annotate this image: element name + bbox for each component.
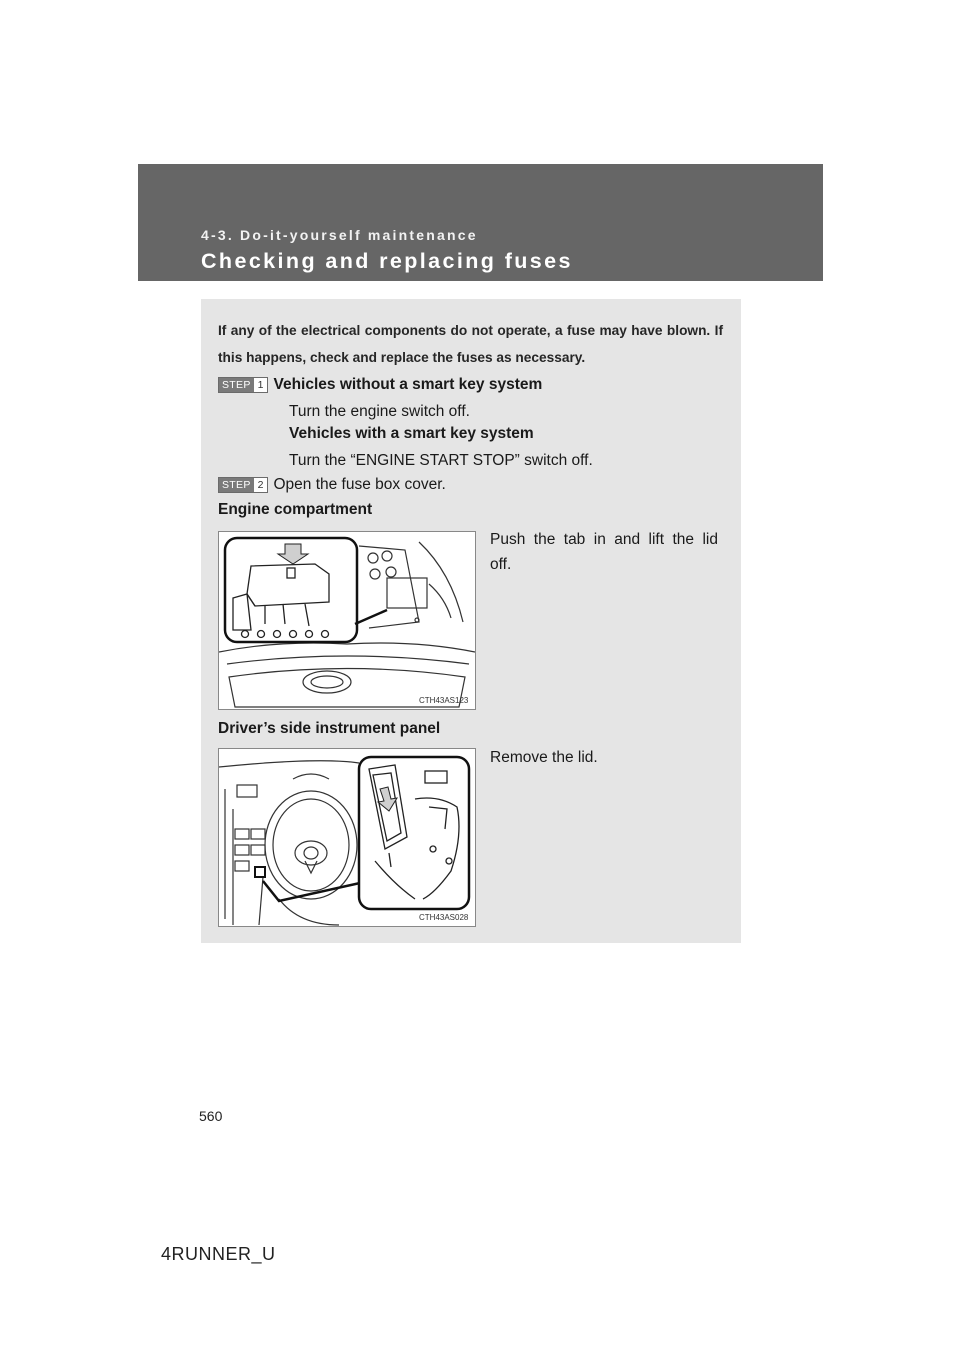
step-word: STEP bbox=[219, 478, 254, 492]
intro-text: If any of the electrical components do not operate, a fuse may have blown. If this happens, check and replace the fuses as necessary. bbox=[218, 323, 723, 365]
engine-drawing bbox=[219, 532, 475, 709]
step-1-text-a: Turn the engine switch off. bbox=[289, 403, 470, 420]
engine-instruction-line-1: Push the tab in and lift the lid bbox=[490, 531, 718, 548]
step-1-row bbox=[218, 376, 542, 394]
page-number: 560 bbox=[199, 1108, 223, 1124]
page-title: Checking and replacing fuses bbox=[201, 249, 573, 273]
driver-instruction: Remove the lid. bbox=[490, 749, 598, 766]
engine-figure-code: CTH43AS123 bbox=[419, 696, 469, 705]
section-label: 4-3. Do-it-yourself maintenance bbox=[201, 227, 478, 243]
step-2-text: Open the fuse box cover. bbox=[273, 476, 446, 493]
engine-compartment-illustration bbox=[218, 531, 476, 710]
step-number: 2 bbox=[257, 479, 264, 491]
footer-code: 4RUNNER_U bbox=[161, 1244, 276, 1264]
step-1-heading-a: Vehicles without a smart key system bbox=[273, 376, 543, 393]
driver-panel-heading: Driver’s side instrument panel bbox=[218, 720, 441, 737]
instrument-panel-illustration bbox=[218, 748, 476, 927]
step-number: 1 bbox=[257, 379, 264, 391]
step-1-text-b: Turn the “ENGINE START STOP” switch off. bbox=[289, 452, 593, 469]
step-2-badge bbox=[218, 477, 268, 493]
step-word: STEP bbox=[219, 378, 254, 392]
engine-instruction-line-2: off. bbox=[490, 556, 512, 573]
instrument-panel-drawing bbox=[219, 749, 475, 926]
step-1-badge bbox=[218, 377, 268, 393]
step-2-row bbox=[218, 476, 446, 494]
driver-figure-code: CTH43AS028 bbox=[419, 913, 469, 922]
engine-heading: Engine compartment bbox=[218, 501, 373, 518]
step-1-heading-b: Vehicles with a smart key system bbox=[289, 425, 534, 442]
